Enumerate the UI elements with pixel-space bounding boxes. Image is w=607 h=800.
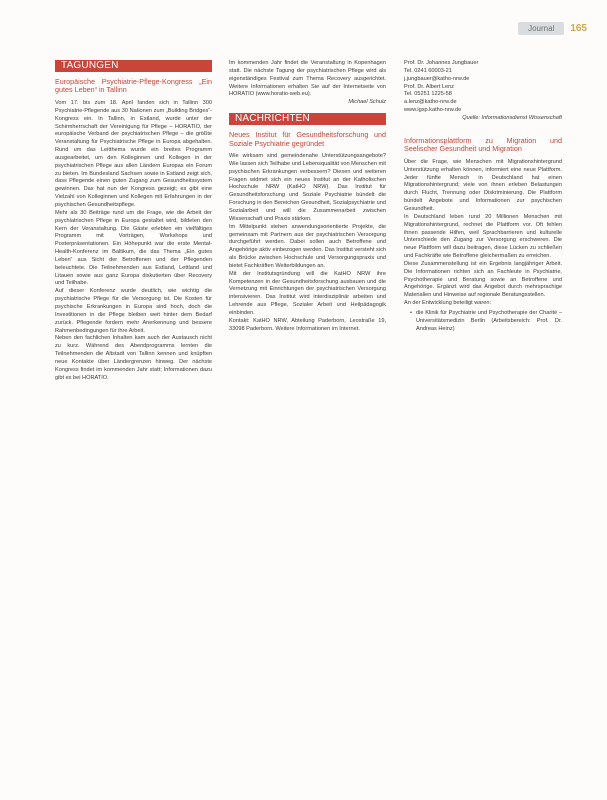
contact-line: Prof. Dr. Johannes Jungbauer [404, 60, 479, 66]
article-heading: Informationsplattform zu Migration und Seelischer Gesundheit und Migration [404, 135, 562, 154]
column-2 [229, 60, 386, 334]
paragraph: Kontakt: KatHO NRW, Abteilung Paderborn, Leostraße 19, 33098 Paderborn. Weitere Informationen im Internet. [229, 317, 386, 332]
paragraph: Auf dieser Konferenz wurde deutlich, wie wichtig die psychiatrische Pflege für die Versorgung ist. Die Kosten für psychische Erkrankungen in Europa sind hoch, doch die Investitionen in die Pflege bleiben weit hinter dem Bedarf zurück. Pflegende fordern mehr Anerkennung und bessere Rahmenbedingungen für ihre Arbeit. [55, 288, 212, 334]
bullet-item: • die Klinik für Psychiatrie und Psychotherapie der Charité – Universitätsmedizin Berlin (Arbeitsbereich: Prof. Dr. Andreas Heinz) [410, 310, 562, 334]
contact-line: www.igsp.katho-nrw.de [404, 107, 462, 114]
section-label: Journal [518, 22, 564, 35]
article-heading: Neues Institut für Gesundheitsforschung und Soziale Psychiatrie gegründet [229, 129, 386, 148]
paragraph: An der Entwicklung beteiligt waren: [404, 300, 492, 307]
contact-line: Tel. 05251 1225-58 [404, 91, 452, 98]
contact-block [404, 60, 562, 115]
author-signature: Michael Schulz [348, 99, 386, 106]
paragraph: Mit der Institutsgründung will die KatHO NRW ihre Kompetenzen in der Gesundheitsforschung ausbauen und die Vernetzung mit Einrichtungen der psychiatrischen Versorgung intensivieren. Das Institut wird interdisziplinär arbeiten und Lehrende aus Pflege, Sozialer Arbeit und Heilpädagogik einbinden. [229, 270, 386, 316]
paragraph: Diese Zusammenstellung ist ein Ergebnis langjähriger Arbeit. Die Informationen richten sich an Fachleute in Psychiatrie, Psychotherapie und Beratung sowie an Betroffene und Angehörige. Ergänzt wird das Angebot durch mehrsprachige Materialien und Hinweise auf regionale Beratungsstellen. [404, 260, 562, 299]
page-number: 165 [570, 23, 587, 34]
contact-line: Prof. Dr. Albert Lenz [404, 83, 455, 90]
contact-line: j.jungbauer@katho-nrw.de [404, 75, 470, 82]
paragraph: Wie wirksam sind gemeindenahe Unterstützungsangebote? Wie lassen sich Teilhabe und Lebensqualität von Menschen mit psychischen Erkrankungen verbessern? Diesen und weiteren Fragen widmet sich ein neues Institut an der Katholischen Hochschule NRW (KatHO NRW). Das Institut für Gesundheitsforschung und Soziale Psychiatrie bündelt die Forschung in den Bereichen Gesundheit, Sozialpsychiatrie und Sozialarbeit und will die Zusammenarbeit zwischen Wissenschaft und Praxis stärken. [229, 153, 386, 222]
paragraph: Neben den fachlichen Inhalten kam auch der Austausch nicht zu kurz. Während des Abendprogramms lernten die Teilnehmenden die Altstadt von Tallinn kennen und knüpften neue Kontakte über Ländergrenzen hinweg. Der nächste Kongress findet im kommenden Jahr statt; Informationen dazu gibt es bei HORATIO. [55, 335, 212, 381]
paragraph: Im kommenden Jahr findet die Veranstaltung in Kopenhagen statt. Die nächste Tagung der psychiatrischen Pflege wird als eigenständiges Festival zum Thema Recovery ausgerichtet. Weitere Informationen erhalten Sie auf der Internetseite von HORATIO (www.horatio-web.eu). [229, 60, 386, 98]
paragraph: In Deutschland leben rund 20 Millionen Menschen mit Migrationshintergrund, rechnet die Plattform vor. Oft fehlen ihnen passende Hilfen, weil Sprachbarrieren und kulturelle Unterschiede den Zugang zur Versorgung erschweren. Die neue Plattform will dazu beitragen, diese Lücken zu schließen und Fachkräfte wie Betroffene gleichermaßen zu erreichen. [404, 213, 562, 260]
column-1 [55, 60, 212, 382]
page-header [518, 22, 587, 35]
bullet-list [410, 310, 562, 334]
paragraph: Über die Frage, wie Menschen mit Migrationshintergrund Unterstützung erhalten können, informiert eine neue Plattform. Jeder fünfte Mensch in Deutschland hat einen Migrationshintergrund; viele von ihnen erleben Belastungen durch Flucht, Trennung oder Diskriminierung. Die Plattform bündelt Angebote und Informationen zur psychischen Gesundheit. [404, 158, 562, 212]
section-band-tagungen: TAGUNGEN [55, 60, 212, 72]
source-note: Quelle: Informationsdienst Wissenschaft [462, 114, 562, 121]
paragraph: Vom 17. bis zum 18. April fanden sich in Tallinn 300 Psychiatrie-Pflegende aus 30 Nationen zum „Building Bridges“-Kongress ein. In Tallinn, in Estland, wurde unter der Schirmherrschaft der Vereinigung für Pflege – HORATIO, der europäische Verband der psychiatrischen Pflege – die größte Veranstaltung für Psychiatrische Pflege in Europa abgehalten. Rund um das Leitthema wurde ein breites Programm ausgearbeitet, um den Kolleginnen und Kollegen in der psychiatrischen Pflege aus allen Ländern Europas ein Forum zu bieten. Im Bundesland Sachsen sowie in Estland zeigt sich, dass Pflegende einen guten Zugang zum Gesundheitssystem gewinnen. Das hat nun der Kongress gezeigt; es gibt eine Vielzahl von Kolleginnen und Kollegen mit Erfahrungen in der psychischen Gesundheitspflege. [55, 100, 212, 208]
contact-line: a.lenz@katho-nrw.de [404, 99, 457, 106]
section-band-nachrichten: NACHRICHTEN [229, 113, 386, 125]
column-3 [404, 60, 562, 334]
paragraph: Mehr als 30 Beiträge rund um die Frage, wie die Arbeit der psychiatrischen Pflege in Europa gestaltet wird, bildeten den Kern der Veranstaltung. Die Gäste erlebten ein vielfältiges Programm mit Vorträgen, Workshops und Posterpräsentationen. Ein Höhepunkt war die erste Mental-Health-Konferenz im Baltikum, die das Thema „Ein gutes Leben“ aus Sicht der Betroffenen und der Pflegenden beleuchtete. Die Teilnehmenden aus Estland, Lettland und Litauen sowie aus ganz Europa diskutierten über Recovery und Teilhabe. [55, 209, 212, 287]
paragraph: Im Mittelpunkt stehen anwendungsorientierte Projekte, die gemeinsam mit Partnern aus der psychiatrischen Versorgung durchgeführt werden. Dabei sollen auch Betroffene und Angehörige aktiv einbezogen werden. Das Institut versteht sich als Brücke zwischen Hochschule und Versorgungspraxis und bietet Fachkräften Weiterbildungen an. [229, 223, 386, 269]
article-heading: Europäische Psychiatrie-Pflege-Kongress „Ein gutes Leben“ in Tallinn [55, 76, 212, 95]
contact-line: Tel. 0241 60003-21 [404, 67, 452, 74]
